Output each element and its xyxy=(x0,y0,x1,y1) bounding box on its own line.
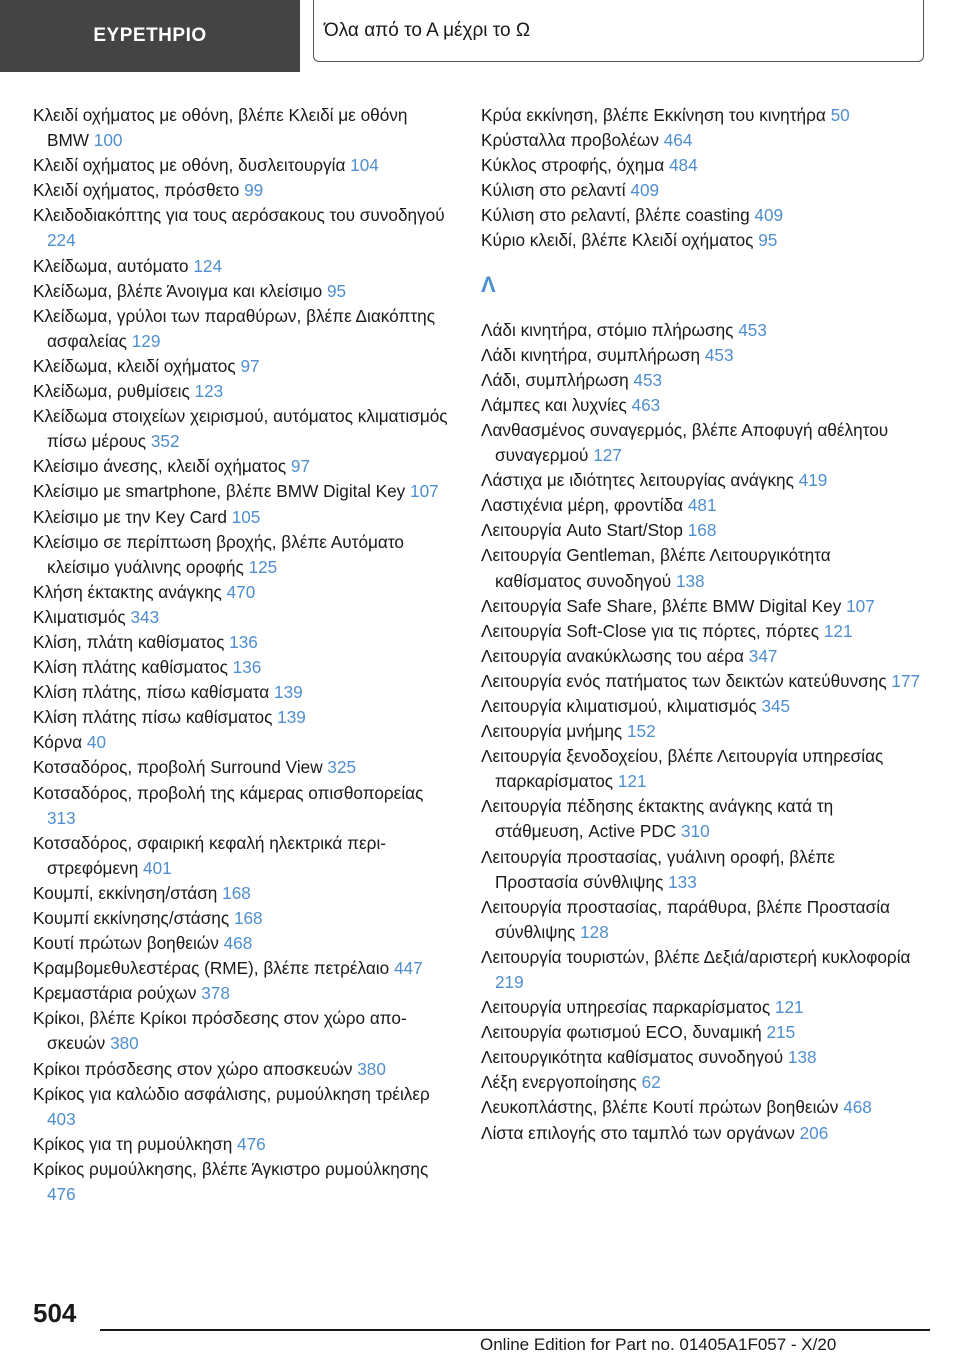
index-entry-page-link[interactable]: 310 xyxy=(680,821,710,842)
index-entry-text: Λίστα επιλογής στο ταμπλό των οργάνων xyxy=(481,1122,795,1143)
index-entry-text: Λειτουργία μνήμης xyxy=(481,721,623,742)
index-entry xyxy=(481,543,921,593)
index-entry-text: Κλείδωμα, αυτόματο xyxy=(33,255,189,276)
index-entry xyxy=(33,530,453,580)
index-entry-page-link[interactable]: 380 xyxy=(110,1033,139,1054)
index-entry xyxy=(33,479,453,504)
index-entry xyxy=(481,895,921,945)
index-entry-text: Λειτουργία υπηρεσίας παρκαρίσματος xyxy=(481,997,771,1018)
index-entry xyxy=(33,630,453,655)
index-entry xyxy=(481,318,921,343)
index-entry-page-link[interactable]: 136 xyxy=(229,631,258,652)
index-entry-text: Κλιματισμός xyxy=(33,606,126,627)
index-entry-page-link[interactable]: 107 xyxy=(410,481,439,502)
index-entry-text: Λειτουργία φωτισμού ECO, δυναμική xyxy=(481,1022,762,1043)
index-entry-text: Κλήση έκτακτης ανάγκης xyxy=(33,581,222,602)
index-entry xyxy=(33,1057,453,1082)
index-entry-page-link[interactable]: 139 xyxy=(274,682,303,703)
index-entry xyxy=(33,279,453,304)
index-entry-text: Κρύσταλλα προβολέων xyxy=(481,130,659,151)
index-entry-text: Κλείδωμα, ρυθμίσεις xyxy=(33,381,190,402)
index-entry xyxy=(33,304,453,354)
index-entry-page-link[interactable]: 215 xyxy=(766,1022,796,1043)
index-entry-page-link[interactable]: 95 xyxy=(327,280,347,301)
index-entry-page-link[interactable]: 124 xyxy=(193,255,223,276)
index-entry xyxy=(33,1157,453,1207)
index-entry-page-link[interactable]: 138 xyxy=(787,1047,817,1068)
index-entry-page-link[interactable]: 453 xyxy=(704,344,734,365)
index-entry-page-link[interactable]: 168 xyxy=(222,882,251,903)
index-entry-page-link[interactable]: 127 xyxy=(593,445,622,466)
index-entry-page-link[interactable]: 107 xyxy=(846,595,875,616)
index-entry xyxy=(33,906,453,931)
index-entry-page-link[interactable]: 453 xyxy=(738,319,767,340)
index-entry-text: Λειτουργία πέδησης έκτακτης ανάγκης κατά τη στάθμευση, Active PDC xyxy=(481,796,834,842)
index-entry xyxy=(33,655,453,680)
section-range-tab: Όλα από το Α μέχρι το Ω xyxy=(313,0,924,62)
index-entry xyxy=(481,669,921,694)
index-entry xyxy=(481,619,921,644)
index-entry xyxy=(33,454,453,479)
index-entry xyxy=(481,153,921,178)
index-entry-page-link[interactable]: 470 xyxy=(226,581,256,602)
index-entry-page-link[interactable]: 468 xyxy=(223,933,253,954)
index-entry-page-link[interactable]: 139 xyxy=(277,707,306,728)
index-entry xyxy=(33,404,453,454)
index-entry-page-link[interactable]: 152 xyxy=(626,721,656,742)
index-entry-page-link[interactable]: 419 xyxy=(798,470,828,491)
index-entry-text: Λειτουργία Gentleman, βλέπε Λειτουργικότητα καθίσματος συνοδηγού xyxy=(481,545,831,591)
index-entry xyxy=(33,354,453,379)
index-entry-page-link[interactable]: 97 xyxy=(240,355,260,376)
index-entry xyxy=(481,1020,921,1045)
index-entry xyxy=(481,418,921,468)
index-entry-text: Λάστιχα με ιδιότητες λειτουργίας ανάγκης xyxy=(481,470,794,491)
index-entry xyxy=(33,781,453,831)
index-entry xyxy=(481,1045,921,1070)
index-entry xyxy=(33,705,453,730)
index-entry-text: Κόρνα xyxy=(33,732,83,753)
index-entry-text: Κρίκοι, βλέπε Κρίκοι πρόσδεσης στον χώρο αποσκευών xyxy=(33,1008,407,1054)
index-entry-page-link[interactable]: 138 xyxy=(675,570,705,591)
index-entry-text: Κρίκος για τη ρυμούλκηση xyxy=(33,1133,233,1154)
index-entry-page-link[interactable]: 121 xyxy=(823,620,853,641)
index-entry-text: Λειτουργία ανακύκλωσης του αέρα xyxy=(481,645,744,666)
index-entry-page-link[interactable]: 409 xyxy=(630,180,660,201)
index-entry-page-link[interactable]: 325 xyxy=(327,757,357,778)
index-entry-text: Κουτί πρώτων βοηθειών xyxy=(33,933,219,954)
index-entry-page-link[interactable]: 125 xyxy=(248,556,278,577)
index-entry-text: Λάδι κινητήρα, συμπλήρωση xyxy=(481,344,701,365)
index-entry xyxy=(33,103,453,153)
index-entry-page-link[interactable]: 100 xyxy=(93,130,123,151)
index-entry-text: Λάδι κινητήρα, στόμιο πλήρωσης xyxy=(481,319,734,340)
index-entry xyxy=(33,831,453,881)
index-entry xyxy=(481,694,921,719)
index-entry xyxy=(33,580,453,605)
letter-heading: Λ xyxy=(481,271,496,297)
index-entry-page-link[interactable]: 105 xyxy=(231,506,261,527)
index-entry-text: Κλίση πλάτης καθίσματος xyxy=(33,657,228,678)
index-entry xyxy=(481,1070,921,1095)
index-entry-page-link[interactable]: 206 xyxy=(799,1122,829,1143)
index-entry-page-link[interactable]: 224 xyxy=(47,230,76,251)
index-entry-page-link[interactable]: 347 xyxy=(748,645,778,666)
index-entry-text: Κρίκοι πρόσδεσης στον χώρο αποσκευών xyxy=(33,1058,353,1079)
index-entry xyxy=(33,254,453,279)
index-entry-text: Λευκοπλάστης, βλέπε Κουτί πρώτων βοηθειών xyxy=(481,1097,839,1118)
index-entry-text: Λειτουργία ξενοδοχείου, βλέπε Λειτουργία υπηρεσίας παρκαρίσματος xyxy=(481,746,884,792)
index-entry xyxy=(481,393,921,418)
index-entry-page-link[interactable]: 484 xyxy=(668,155,698,176)
index-entry-text: Κλείσιμο άνεσης, κλειδί οχήματος xyxy=(33,456,287,477)
index-entry-page-link[interactable]: 168 xyxy=(233,908,263,928)
index-entry-text: Λανθασμένος συναγερμός, βλέπε Αποφυγή αθέλητου συναγερμού xyxy=(481,419,889,466)
index-entry xyxy=(481,128,921,153)
footer-rule xyxy=(100,1329,930,1331)
index-entry-page-link[interactable]: 97 xyxy=(290,456,311,477)
index-entry-text: Κλείσιμο σε περίπτωση βροχής, βλέπε Αυτόματο κλείσιμο γυάλινης οροφής xyxy=(33,531,404,577)
index-entry-text: Κλείσιμο με smartphone, βλέπε BMW Digital Key xyxy=(33,481,406,502)
index-entry xyxy=(33,1082,453,1132)
index-entry-page-link[interactable]: 133 xyxy=(668,871,697,892)
index-entry-page-link[interactable]: 464 xyxy=(663,130,693,151)
index-entry-text: Λάδι, συμπλήρωση xyxy=(481,369,629,390)
index-entry xyxy=(481,518,921,543)
index-entry xyxy=(481,203,921,228)
index-entry-page-link[interactable]: 481 xyxy=(687,495,717,516)
index-entry-page-link[interactable]: 463 xyxy=(631,394,661,415)
index-entry-text: Κρεμαστάρια ρούχων xyxy=(33,983,197,1004)
index-entry-text: Κλειδοδιακόπτης για τους αερόσακους του συνοδηγού xyxy=(33,205,445,226)
index-entry-text: Λειτουργία προστασίας, γυάλινη οροφή, βλέπε Προστασία σύνθλιψης xyxy=(481,846,835,892)
index-entry-text: Λειτουργία Safe Share, βλέπε BMW Digital Key xyxy=(481,595,842,616)
index-entry xyxy=(33,379,453,404)
index-entry-text: Κλειδί οχήματος με οθόνη, δυσλειτουργία xyxy=(33,155,346,176)
index-entry xyxy=(481,343,921,368)
index-entry xyxy=(33,680,453,705)
index-entry-page-link[interactable]: 136 xyxy=(232,657,262,678)
index-column-right xyxy=(481,103,921,1146)
index-entry-page-link[interactable]: 409 xyxy=(754,205,784,226)
index-entry-text: Λειτουργία προστασίας, παράθυρα, βλέπε Προστασία σύνθλιψης xyxy=(481,896,890,942)
index-entry xyxy=(481,744,921,794)
index-entry xyxy=(33,505,453,530)
index-entry xyxy=(33,956,453,981)
index-entry-text: Λειτουργία ενός πατήματος των δεικτών κατεύθυνσης xyxy=(481,670,887,691)
index-entry-text: Κουμπί εκκίνησης/στάσης xyxy=(33,908,230,928)
index-entry-page-link[interactable]: 313 xyxy=(47,807,76,828)
index-entry-text: Λειτουργικότητα καθίσματος συνοδηγού xyxy=(481,1047,784,1068)
index-entry-page-link[interactable]: 468 xyxy=(843,1097,872,1118)
index-entry-text: Κλειδί οχήματος με οθόνη, βλέπε Κλειδί με οθόνη BMW xyxy=(33,105,408,151)
index-entry xyxy=(481,468,921,493)
index-entry xyxy=(33,605,453,630)
index-entry-page-link[interactable]: 168 xyxy=(687,520,717,541)
index-entry xyxy=(33,881,453,906)
index-entry-page-link[interactable]: 453 xyxy=(633,369,663,390)
index-entry-page-link[interactable]: 121 xyxy=(617,771,647,792)
index-group-top xyxy=(481,103,921,254)
index-entry-page-link[interactable]: 401 xyxy=(143,857,172,878)
index-entry-text: Κοτσαδόρος, σφαιρική κεφαλή ηλεκτρικά περιστρεφόμενη xyxy=(33,832,386,878)
index-entry-page-link[interactable]: 345 xyxy=(761,695,791,716)
index-entry xyxy=(481,228,921,253)
index-entry xyxy=(481,995,921,1020)
index-entry-page-link[interactable]: 219 xyxy=(495,972,524,992)
index-entry-page-link[interactable]: 129 xyxy=(131,330,161,351)
index-column-left xyxy=(33,103,453,1207)
index-entry xyxy=(481,845,921,895)
index-entry xyxy=(33,1006,453,1056)
index-entry-text: Λάμπες και λυχνίες xyxy=(481,394,627,415)
index-entry xyxy=(33,755,453,780)
index-entry xyxy=(33,931,453,956)
index-entry-text: Κλίση πλάτης, πίσω καθίσματα xyxy=(33,682,270,703)
index-entry-page-link[interactable]: 99 xyxy=(244,180,264,201)
index-entry-page-link[interactable]: 50 xyxy=(830,105,850,125)
index-entry-page-link[interactable]: 343 xyxy=(130,606,160,627)
index-entry-page-link[interactable]: 177 xyxy=(891,670,921,691)
index-entry-text: Λειτουργία Soft-Close για τις πόρτες, πόρτες xyxy=(481,620,820,641)
index-entry-text: Κοτσαδόρος, προβολή Surround View xyxy=(33,757,323,778)
index-entry xyxy=(481,719,921,744)
index-group-lambda xyxy=(481,318,921,1146)
index-entry xyxy=(481,1095,921,1120)
index-entry-page-link[interactable]: 128 xyxy=(580,921,609,942)
index-entry-page-link[interactable]: 380 xyxy=(357,1058,386,1079)
index-entry xyxy=(481,594,921,619)
index-entry xyxy=(481,103,921,128)
section-tab: ΕΥΡΕΤΗΡΙΟ xyxy=(0,0,300,72)
index-entry-text: Κλίση, πλάτη καθίσματος xyxy=(33,631,225,652)
index-entry-text: Κύλιση στο ρελαντί, βλέπε coasting xyxy=(481,205,750,226)
index-entry-text: Κλίση πλάτης πίσω καθίσματος xyxy=(33,707,273,728)
index-entry xyxy=(481,794,921,844)
index-entry-page-link[interactable]: 104 xyxy=(350,155,379,176)
index-entry xyxy=(33,178,453,203)
index-entry-text: Κύλιση στο ρελαντί xyxy=(481,180,626,201)
index-entry xyxy=(481,178,921,203)
index-entry-text: Κλείδωμα, βλέπε Άνοιγμα και κλείσιμο xyxy=(33,280,323,301)
index-entry-text: Κουμπί, εκκίνηση/στάση xyxy=(33,882,218,903)
index-entry-page-link[interactable]: 121 xyxy=(774,997,804,1018)
index-entry-page-link[interactable]: 447 xyxy=(393,958,423,979)
index-entry-text: Κρίκος για καλώδιο ασφάλισης, ρυμούλκηση τρέιλερ xyxy=(33,1083,430,1104)
index-entry-page-link[interactable]: 403 xyxy=(47,1108,76,1129)
index-entry xyxy=(481,368,921,393)
index-entry xyxy=(481,493,921,518)
index-entry xyxy=(33,1132,453,1157)
index-entry-text: Λειτουργία κλιματισμού, κλιματισμός xyxy=(481,695,757,716)
index-entry-text: Λειτουργία τουριστών, βλέπε Δεξιά/αριστερή κυκλοφορία xyxy=(481,946,911,967)
page-number: 504 xyxy=(33,1298,77,1328)
index-entry xyxy=(481,945,921,995)
index-entry-page-link[interactable]: 352 xyxy=(150,431,180,452)
page-header xyxy=(0,0,960,88)
index-entry-page-link[interactable]: 95 xyxy=(758,230,778,251)
footer-edition: Online Edition for Part no. 01405A1F057 - X/20 xyxy=(480,1335,837,1354)
index-entry-text: Κραμβομεθυλεστέρας (RME), βλέπε πετρέλαιο xyxy=(33,958,390,979)
index-entry-text: Λαστιχένια μέρη, φροντίδα xyxy=(481,495,684,516)
index-entry-page-link[interactable]: 123 xyxy=(194,381,224,402)
index-entry xyxy=(33,153,453,178)
index-entry-page-link[interactable]: 476 xyxy=(237,1133,266,1154)
index-entry xyxy=(33,981,453,1006)
index-entry xyxy=(481,644,921,669)
index-entry-text: Κλείδωμα στοιχείων χειρισμού, αυτόματος κλιματισμός πίσω μέρους xyxy=(33,406,448,452)
index-entry xyxy=(33,203,453,253)
index-entry-text: Κλείδωμα, γρύλοι των παραθύρων, βλέπε Διακόπτης ασφαλείας xyxy=(33,305,435,351)
index-entry xyxy=(481,1121,921,1146)
index-entry-text: Κρύα εκκίνηση, βλέπε Εκκίνηση του κινητήρα xyxy=(481,105,826,125)
index-entry-page-link[interactable]: 378 xyxy=(201,983,230,1004)
index-entry-text: Κλείσιμο με την Key Card xyxy=(33,506,227,527)
index-entry-text: Κύριο κλειδί, βλέπε Κλειδί οχήματος xyxy=(481,230,754,251)
index-entry-text: Κοτσαδόρος, προβολή της κάμερας οπισθοπορείας xyxy=(33,782,424,803)
index-entry-page-link[interactable]: 40 xyxy=(86,732,107,753)
index-entry-text: Κλείδωμα, κλειδί οχήματος xyxy=(33,355,236,376)
index-entry-page-link[interactable]: 62 xyxy=(641,1072,661,1093)
index-entry-text: Κλειδί οχήματος, πρόσθετο xyxy=(33,180,240,201)
index-entry-text: Λειτουργία Auto Start/Stop xyxy=(481,520,683,541)
index-entry-page-link[interactable]: 476 xyxy=(47,1184,76,1205)
index-entry xyxy=(33,730,453,755)
index-entry-text: Κρίκος ρυμούλκησης, βλέπε Άγκιστρο ρυμούλκησης xyxy=(33,1158,429,1179)
index-entry-text: Κύκλος στροφής, όχημα xyxy=(481,155,665,176)
index-entry-text: Λέξη ενεργοποίησης xyxy=(481,1072,637,1093)
